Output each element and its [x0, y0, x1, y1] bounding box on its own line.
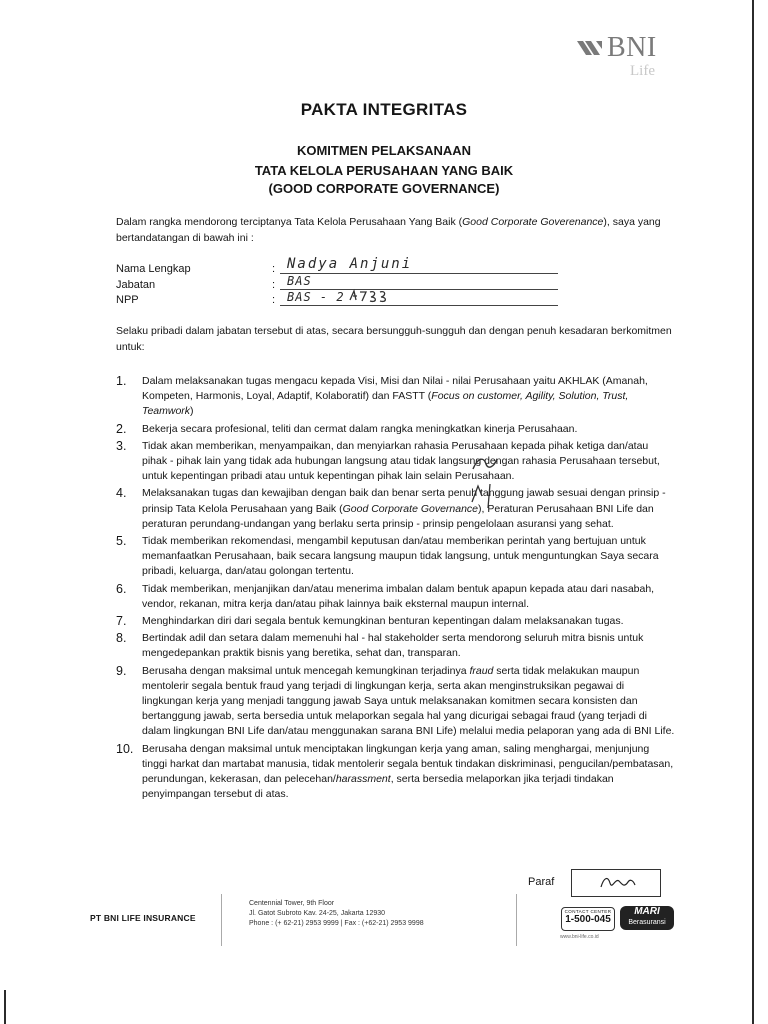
item-text: Berusaha dengan maksimal untuk mencegah kemungkinan terjadinya	[142, 664, 470, 677]
item-number: 10.	[116, 741, 134, 756]
field-value-nama: Nadya Anjuni	[287, 256, 413, 272]
commitment-item-9	[116, 664, 676, 740]
field-label-jabatan: Jabatan	[116, 279, 156, 291]
field-label-npp: NPP	[116, 294, 139, 306]
item-number: 3.	[116, 438, 127, 453]
commitment-item-2	[116, 422, 676, 437]
subtitle-line-3: (GOOD CORPORATE GOVERNANCE)	[268, 181, 500, 196]
paraf-label: Paraf	[528, 876, 555, 888]
bni-logo-mark-icon	[576, 38, 606, 58]
commitment-item-1	[116, 374, 676, 420]
logo-bni-text: BNI	[607, 32, 657, 63]
logo-life-text: Life	[630, 63, 655, 79]
paraf-signature-icon	[598, 873, 638, 893]
item-italic: harassment	[335, 773, 391, 786]
item-text: Bekerja secara profesional, teliti dan cermat dalam rangka meningkatkan kinerja Perusahaan.	[142, 422, 578, 435]
footer-address-line: Phone : (+ 62-21) 2953 9999 | Fax : (+62-21) 2953 9998	[249, 920, 424, 927]
commitment-list	[116, 374, 676, 804]
item-text: Menghindarkan diri dari segala bentuk kemungkinan benturan kepentingan dalam melaksanakan tugas.	[142, 615, 624, 628]
ink-scribble-mark	[470, 455, 500, 473]
bni-life-logo	[576, 30, 686, 86]
field-colon: :	[272, 294, 276, 306]
footer-website: www.bni-life.co.id	[560, 934, 599, 940]
commitment-item-8	[116, 631, 676, 661]
footer-address-line: Centennial Tower, 9th Floor	[249, 900, 335, 907]
commitment-item-5	[116, 534, 676, 580]
item-text-after: ), Peraturan Perusahaan BNI Life dan peraturan perundang-undangan yang berlaku serta prinsip - prinsip pengelolaan asuransi yang sehat.	[142, 502, 654, 530]
intro-text-before: Dalam rangka mendorong terciptanya Tata Kelola Perusahaan Yang Baik (	[116, 216, 463, 228]
scan-edge-left	[4, 990, 6, 1024]
item-text-after: )	[190, 405, 194, 418]
contact-center-badge	[561, 907, 615, 931]
ink-scribble-mark	[468, 482, 502, 510]
footer-address	[249, 899, 424, 929]
commitment-intro: Selaku pribadi dalam jabatan tersebut di atas, secara bersungguh-sungguh dan dengan penuh kesadaran berkomitmen untuk:	[116, 325, 672, 353]
field-value-jabatan: BAS	[287, 274, 312, 288]
item-text-after: , serta bersedia melaporkan jika terjadi tindakan penyimpangan tersebut di atas.	[142, 773, 614, 801]
item-number: 1.	[116, 374, 127, 388]
handwritten-npp-digits	[348, 288, 394, 304]
field-underline	[280, 273, 558, 274]
item-text: Dalam melaksanakan tugas mengacu kepada Visi, Misi dan Nilai - nilai Perusahaan yaitu AKHLAK (Amanah, Kompeten, Harmonis, Loyal, Adaptif, Kolaboratif) dan FASTT (	[142, 375, 648, 403]
intro-italic-term: Good Corporate Goverenance	[462, 216, 604, 228]
badge-mari-text: MARI	[634, 906, 660, 917]
item-text: Tidak memberikan, menjanjikan dan/atau menerima imbalan dalam bentuk apapun kepada atau dari nasabah, vendor, rekanan, mitra kerja dan/atau pihak lainnya baik eksternal maupun internal.	[142, 582, 655, 610]
intro-text-after: ), saya yang bertandatangan di bawah ini :	[116, 216, 661, 244]
item-text: Tidak akan memberikan, menyampaikan, dan menyiarkan rahasia Perusahaan kepada pihak ketiga dan/atau pihak - pihak lain yang tidak ada hubungan langsung atau tidak langsung dengan rahasia Perusahaan tersebut, untuk kepentingan pribadi atau untuk kepentingan pihak lain selain Perusahaan.	[142, 439, 660, 483]
item-number: 6.	[116, 581, 127, 596]
subtitle-line-2: TATA KELOLA PERUSAHAAN YANG BAIK	[254, 163, 514, 178]
item-italic: Good Corporate Governance	[342, 502, 479, 515]
document-title: PAKTA INTEGRITAS	[300, 100, 468, 119]
contact-center-number: 1-500-045	[565, 914, 611, 925]
commitment-item-3	[116, 439, 676, 485]
item-number: 7.	[116, 614, 127, 629]
footer-address-line: Jl. Gatot Subroto Kav. 24-25, Jakarta 12930	[249, 910, 386, 917]
contact-center-label: CONTACT CENTER	[564, 909, 612, 914]
item-number: 9.	[116, 663, 127, 678]
item-text: Tidak memberikan rekomendasi, mengambil keputusan dan/atau memberikan perintah yang bertujuan untuk memanfaatkan Perusahaan, baik secara langsung maupun tidak langsung, untuk menguntungkan Saya secara pribadi, keluarga, dan/atau golongan tertentu.	[142, 535, 659, 578]
intro-paragraph	[116, 214, 676, 246]
item-text-after: serta tidak melakukan maupun mentolerir segala bentuk fraud yang terjadi di lingkungan kerja, serta akan menginstruksikan pegawai di lingkungan kerja yang menjadi tanggung jawab Saya untuk melaksanakan komitmen secara konsisten dan bertanggung jawab, serta bersedia untuk melaporkan segala hal yang dicurigai sebagai fraud (yang terjadi di dalam lingkungan BNI Life dan/atau menggunakan sarana BNI Life) melalui media pelaporan yang ada di BNI Life.	[142, 664, 675, 738]
badge-berasuransi-text: Berasuransi	[628, 919, 666, 926]
footer-divider	[516, 894, 517, 946]
mari-berasuransi-badge	[620, 906, 674, 930]
item-text: Melaksanakan tugas dan kewajiban dengan baik dan benar serta penuh tanggung jawab sesuai dengan prinsip - prinsip Tata Kelola Perusahaan yang Baik (	[142, 487, 666, 515]
field-colon: :	[272, 279, 276, 291]
item-number: 2.	[116, 421, 127, 436]
item-italic: Focus on customer, Agility, Solution, Trust, Teamwork	[142, 390, 629, 418]
commitment-item-10	[116, 742, 676, 803]
item-number: 4.	[116, 486, 127, 501]
field-value-npp: BAS - 2	[287, 290, 345, 304]
footer-company-name: PT BNI LIFE INSURANCE	[90, 913, 196, 923]
item-number: 8.	[116, 631, 127, 646]
field-label-nama: Nama Lengkap	[116, 263, 191, 275]
item-number: 5.	[116, 534, 127, 549]
field-underline	[280, 305, 558, 306]
item-text: Berusaha dengan maksimal untuk menciptakan lingkungan kerja yang aman, saling menghargai, menjunjung tinggi harkat dan martabat manusia, tidak mentolerir segala bentuk tindakan diskriminasi, pengucilan/pembatasan, perundungan, kekerasan, dan pelecehan/	[142, 742, 674, 786]
footer-divider	[221, 894, 222, 946]
item-text: Bertindak adil dan setara dalam memenuhi hal - hal stakeholder serta mendorong seluruh mitra bisnis untuk mengedepankan praktik bisnis yang beretika, sehat dan, transparan.	[142, 632, 644, 660]
commitment-item-4	[116, 486, 676, 532]
commitment-item-7	[116, 614, 676, 629]
commitment-item-6	[116, 582, 676, 612]
paraf-signature-box	[571, 869, 661, 897]
item-italic: fraud	[469, 664, 494, 677]
field-colon: :	[272, 263, 276, 275]
subtitle-line-1: KOMITMEN PELAKSANAAN	[296, 143, 472, 158]
